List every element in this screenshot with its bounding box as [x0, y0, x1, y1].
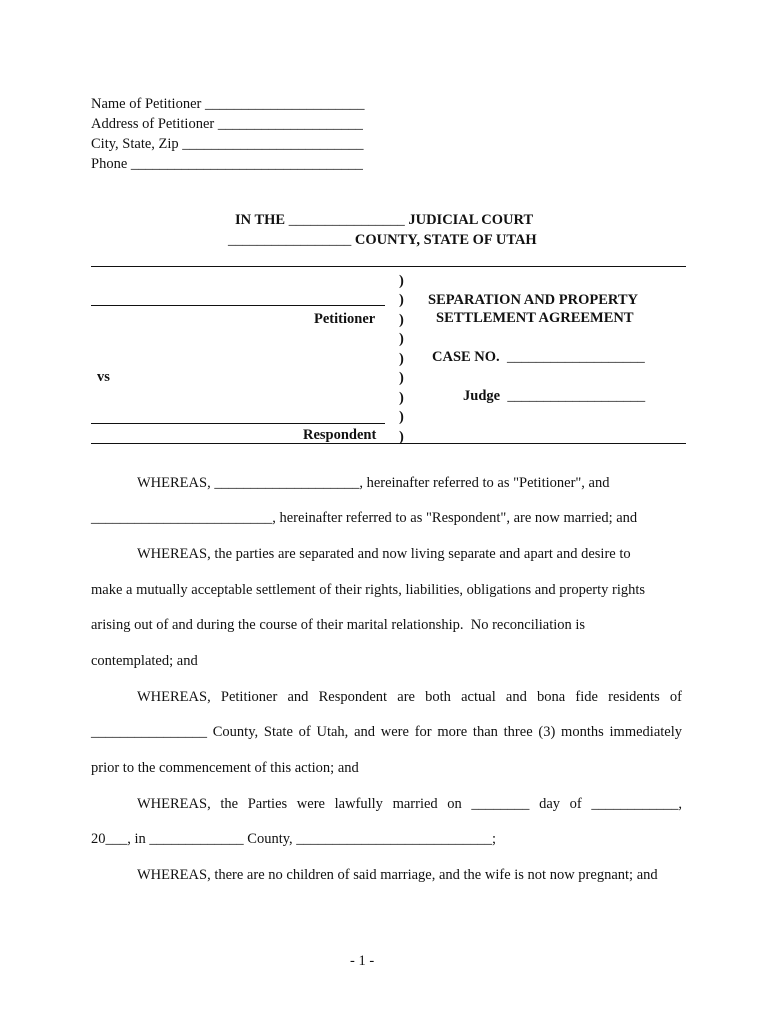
caption-paren: )	[399, 370, 404, 386]
case-number-line	[432, 348, 645, 366]
caption-paren: )	[399, 429, 404, 445]
petitioner-caption-label: Petitioner	[314, 311, 376, 327]
court-judicial-label: JUDICIAL COURT	[408, 212, 534, 228]
caption-paren: )	[399, 273, 404, 289]
petitioner-city-line	[91, 135, 364, 153]
respondent-name-rule	[91, 423, 385, 424]
judge-blank[interactable]: ___________________	[507, 388, 646, 404]
case-number-label: CASE NO.	[432, 349, 500, 365]
caption-top-rule	[91, 266, 686, 267]
petitioner-name-blank[interactable]: ______________________	[204, 96, 365, 112]
body-p4-line1: WHEREAS, the Parties were lawfully married on ________ day of ____________,	[137, 796, 682, 812]
case-number-blank[interactable]: ___________________	[506, 349, 645, 365]
court-county-blank[interactable]: _________________	[228, 232, 352, 248]
judge-line	[463, 387, 645, 405]
body-p2-line1: WHEREAS, the parties are separated and now living separate and apart and desire to	[137, 546, 631, 562]
petitioner-phone-line	[91, 155, 363, 173]
vs-label: vs	[97, 369, 110, 385]
caption-paren: )	[399, 390, 404, 406]
body-p3-line3: prior to the commencement of this action; and	[91, 760, 359, 776]
petitioner-address-line	[91, 115, 363, 133]
caption-bottom-rule	[91, 443, 686, 444]
body-p3-line2: ________________ County, State of Utah, and were for more than three (3) months immediately	[91, 724, 682, 740]
caption-paren: )	[399, 351, 404, 367]
court-county-state-label: COUNTY, STATE OF UTAH	[354, 232, 537, 248]
body-p1-line1: WHEREAS, ____________________, hereinafter referred to as "Petitioner", and	[137, 475, 610, 491]
caption-paren: )	[399, 409, 404, 425]
caption-paren: )	[399, 292, 404, 308]
caption-paren: )	[399, 312, 404, 328]
court-header-line2	[228, 231, 537, 249]
petitioner-name-line	[91, 95, 364, 113]
document-title-line2: SETTLEMENT AGREEMENT	[436, 310, 634, 326]
document-title-line1: SEPARATION AND PROPERTY	[428, 292, 639, 308]
judge-label: Judge	[463, 388, 501, 404]
court-district-blank[interactable]: ________________	[288, 212, 405, 228]
body-p2-line4: contemplated; and	[91, 653, 198, 669]
petitioner-phone-label: Phone	[91, 156, 128, 172]
body-p1-line2: _________________________, hereinafter referred to as "Respondent", are now married; and	[91, 510, 638, 526]
body-p4-line2: 20___, in _____________ County, ___________________________;	[91, 831, 497, 847]
petitioner-address-blank[interactable]: ____________________	[217, 116, 363, 132]
respondent-caption-label: Respondent	[303, 427, 377, 443]
petitioner-address-label: Address of Petitioner	[91, 116, 215, 132]
body-p5-line1: WHEREAS, there are no children of said marriage, and the wife is not now pregnant; and	[137, 867, 658, 883]
petitioner-name-label: Name of Petitioner	[91, 96, 202, 112]
court-header-line1	[235, 211, 533, 229]
body-p3-line1: WHEREAS, Petitioner and Respondent are both actual and bona fide residents of	[137, 689, 682, 705]
caption-paren: )	[399, 331, 404, 347]
petitioner-city-label: City, State, Zip	[91, 136, 179, 152]
court-in-the-label: IN THE	[235, 212, 286, 228]
page-number: - 1 -	[350, 953, 375, 969]
body-p2-line3: arising out of and during the course of their marital relationship. No reconciliation is	[91, 617, 586, 633]
petitioner-name-rule	[91, 305, 385, 306]
petitioner-city-blank[interactable]: _________________________	[182, 136, 364, 152]
petitioner-phone-blank[interactable]: ________________________________	[130, 156, 363, 172]
body-p2-line2: make a mutually acceptable settlement of their rights, liabilities, obligations and property rights	[91, 582, 646, 598]
